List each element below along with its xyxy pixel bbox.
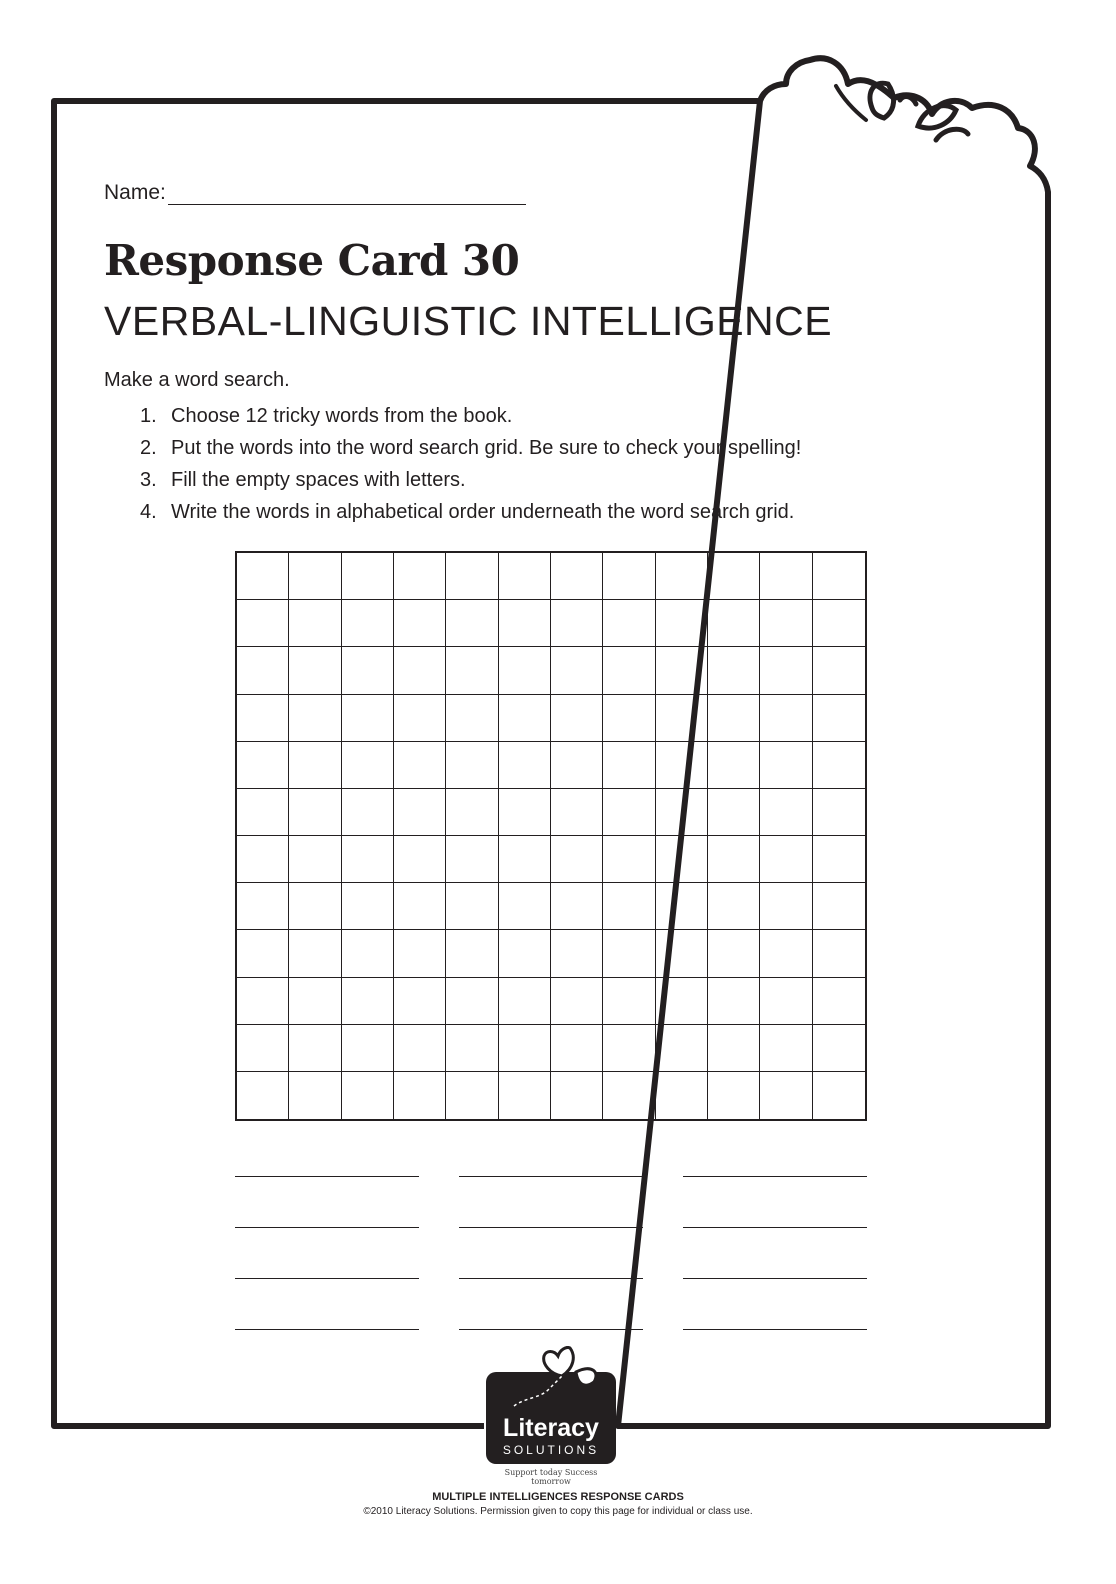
grid-cell[interactable]: [813, 600, 865, 647]
grid-cell[interactable]: [603, 647, 655, 694]
grid-cell[interactable]: [603, 1072, 655, 1119]
instruction-step: [140, 501, 801, 533]
grid-cell[interactable]: [656, 1072, 708, 1119]
grid-cell[interactable]: [446, 1025, 498, 1072]
grid-cell[interactable]: [237, 647, 289, 694]
grid-cell[interactable]: [446, 883, 498, 930]
answer-line[interactable]: [683, 1227, 867, 1228]
grid-cell[interactable]: [446, 978, 498, 1025]
grid-cell[interactable]: [342, 789, 394, 836]
grid-cell[interactable]: [394, 883, 446, 930]
grid-cell[interactable]: [760, 553, 812, 600]
grid-cell[interactable]: [813, 978, 865, 1025]
grid-cell[interactable]: [656, 647, 708, 694]
grid-cell[interactable]: [813, 742, 865, 789]
logo-sub: SOLUTIONS: [502, 1443, 600, 1457]
grid-cell[interactable]: [446, 695, 498, 742]
grid-cell[interactable]: [394, 647, 446, 694]
grid-cell[interactable]: [289, 647, 341, 694]
grid-cell[interactable]: [708, 836, 760, 883]
grid-cell[interactable]: [289, 600, 341, 647]
grid-cell[interactable]: [813, 883, 865, 930]
grid-cell[interactable]: [760, 695, 812, 742]
grid-cell[interactable]: [551, 930, 603, 977]
grid-cell[interactable]: [603, 600, 655, 647]
grid-cell[interactable]: [551, 600, 603, 647]
name-label: Name:: [104, 181, 166, 204]
grid-cell[interactable]: [499, 836, 551, 883]
logo-tagline: Support today Success tomorrow: [504, 1468, 598, 1486]
grid-cell[interactable]: [760, 742, 812, 789]
grid-cell[interactable]: [551, 742, 603, 789]
word-search-grid: [235, 551, 867, 1121]
grid-cell[interactable]: [289, 836, 341, 883]
grid-cell[interactable]: [394, 978, 446, 1025]
grid-cell[interactable]: [499, 930, 551, 977]
grid-cell[interactable]: [394, 695, 446, 742]
grid-cell[interactable]: [237, 789, 289, 836]
grid-cell[interactable]: [656, 930, 708, 977]
answer-line[interactable]: [235, 1278, 419, 1279]
grid-cell[interactable]: [656, 742, 708, 789]
grid-cell[interactable]: [760, 883, 812, 930]
grid-cell[interactable]: [342, 1072, 394, 1119]
grid-cell[interactable]: [813, 789, 865, 836]
grid-cell[interactable]: [760, 930, 812, 977]
grid-cell[interactable]: [603, 789, 655, 836]
grid-cell[interactable]: [813, 1025, 865, 1072]
answer-line[interactable]: [459, 1176, 643, 1177]
grid-cell[interactable]: [551, 695, 603, 742]
answer-line[interactable]: [459, 1329, 643, 1330]
grid-cell[interactable]: [237, 695, 289, 742]
grid-cell[interactable]: [237, 600, 289, 647]
grid-cell[interactable]: [551, 1025, 603, 1072]
grid-cell[interactable]: [289, 695, 341, 742]
step-number: 1.: [140, 405, 157, 427]
grid-cell[interactable]: [289, 930, 341, 977]
instruction-step: [140, 469, 801, 501]
grid-cell[interactable]: [446, 930, 498, 977]
grid-cell[interactable]: [656, 600, 708, 647]
grid-cell[interactable]: [551, 1072, 603, 1119]
grid-cell[interactable]: [813, 1072, 865, 1119]
grid-cell[interactable]: [551, 883, 603, 930]
grid-cell[interactable]: [708, 647, 760, 694]
grid-cell[interactable]: [394, 1025, 446, 1072]
grid-cell[interactable]: [446, 553, 498, 600]
grid-cell[interactable]: [499, 978, 551, 1025]
grid-cell[interactable]: [499, 789, 551, 836]
grid-cell[interactable]: [813, 553, 865, 600]
grid-cell[interactable]: [446, 742, 498, 789]
grid-cell[interactable]: [342, 978, 394, 1025]
grid-cell[interactable]: [603, 930, 655, 977]
footer-copyright: ©2010 Literacy Solutions. Permission given to copy this page for individual or class use.: [363, 1506, 753, 1517]
grid-cell[interactable]: [551, 553, 603, 600]
step-text: Choose 12 tricky words from the book.: [171, 405, 513, 427]
grid-cell[interactable]: [656, 553, 708, 600]
grid-cell[interactable]: [342, 883, 394, 930]
grid-cell[interactable]: [551, 789, 603, 836]
page-subtitle: VERBAL-LINGUISTIC INTELLIGENCE: [104, 298, 833, 344]
grid-cell[interactable]: [760, 600, 812, 647]
grid-cell[interactable]: [760, 647, 812, 694]
grid-cell[interactable]: [603, 1025, 655, 1072]
grid-cell[interactable]: [551, 836, 603, 883]
grid-cell[interactable]: [603, 695, 655, 742]
instruction-step: [140, 437, 801, 469]
grid-cell[interactable]: [499, 553, 551, 600]
grid-cell[interactable]: [237, 742, 289, 789]
grid-cell[interactable]: [289, 978, 341, 1025]
logo-name: Literacy: [503, 1414, 599, 1442]
grid-cell[interactable]: [394, 836, 446, 883]
grid-cell[interactable]: [708, 600, 760, 647]
grid-cell[interactable]: [342, 695, 394, 742]
grid-cell[interactable]: [289, 553, 341, 600]
grid-cell[interactable]: [342, 553, 394, 600]
grid-cell[interactable]: [499, 647, 551, 694]
grid-cell[interactable]: [760, 978, 812, 1025]
grid-cell[interactable]: [551, 978, 603, 1025]
grid-cell[interactable]: [342, 930, 394, 977]
grid-cell[interactable]: [708, 930, 760, 977]
grid-cell[interactable]: [342, 1025, 394, 1072]
grid-cell[interactable]: [603, 978, 655, 1025]
grid-cell[interactable]: [446, 1072, 498, 1119]
grid-cell[interactable]: [289, 742, 341, 789]
grid-cell[interactable]: [237, 978, 289, 1025]
grid-cell[interactable]: [656, 978, 708, 1025]
grid-cell[interactable]: [551, 647, 603, 694]
grid-cell[interactable]: [603, 553, 655, 600]
literacy-solutions-logo: [484, 1346, 634, 1468]
grid-cell[interactable]: [446, 647, 498, 694]
grid-cell[interactable]: [289, 789, 341, 836]
grid-cell[interactable]: [237, 1025, 289, 1072]
grid-cell[interactable]: [813, 695, 865, 742]
step-text: Fill the empty spaces with letters.: [171, 469, 466, 491]
grid-cell[interactable]: [237, 553, 289, 600]
grid-cell[interactable]: [499, 1025, 551, 1072]
grid-cell[interactable]: [499, 695, 551, 742]
grid-cell[interactable]: [760, 1025, 812, 1072]
grid-cell[interactable]: [237, 883, 289, 930]
grid-cell[interactable]: [237, 930, 289, 977]
step-text: Write the words in alphabetical order underneath the word search grid.: [171, 501, 795, 523]
grid-cell[interactable]: [499, 1072, 551, 1119]
grid-cell[interactable]: [446, 600, 498, 647]
grid-cell[interactable]: [394, 930, 446, 977]
grid-cell[interactable]: [394, 1072, 446, 1119]
grid-cell[interactable]: [760, 836, 812, 883]
grid-cell[interactable]: [708, 978, 760, 1025]
grid-cell[interactable]: [499, 883, 551, 930]
grid-cell[interactable]: [813, 647, 865, 694]
answer-line[interactable]: [235, 1227, 419, 1228]
grid-cell[interactable]: [656, 789, 708, 836]
grid-cell[interactable]: [813, 836, 865, 883]
grid-cell[interactable]: [603, 883, 655, 930]
answer-line[interactable]: [459, 1278, 643, 1279]
answer-line[interactable]: [683, 1329, 867, 1330]
grid-cell[interactable]: [446, 836, 498, 883]
step-text: Put the words into the word search grid. Be sure to check your spelling!: [171, 437, 802, 459]
page-title: Response Card 30: [104, 236, 520, 285]
grid-cell[interactable]: [656, 1025, 708, 1072]
step-number: 2.: [140, 437, 157, 459]
grid-cell[interactable]: [760, 789, 812, 836]
grid-cell[interactable]: [394, 789, 446, 836]
grid-cell[interactable]: [760, 1072, 812, 1119]
grid-cell[interactable]: [656, 836, 708, 883]
grid-cell[interactable]: [499, 742, 551, 789]
grid-cell[interactable]: [708, 789, 760, 836]
grid-cell[interactable]: [289, 1025, 341, 1072]
name-field[interactable]: [104, 181, 526, 205]
grid-cell[interactable]: [289, 883, 341, 930]
grid-cell[interactable]: [394, 553, 446, 600]
grid-cell[interactable]: [603, 836, 655, 883]
grid-cell[interactable]: [237, 1072, 289, 1119]
grid-cell[interactable]: [708, 883, 760, 930]
grid-cell[interactable]: [708, 1025, 760, 1072]
name-line[interactable]: [168, 182, 526, 205]
grid-cell[interactable]: [446, 789, 498, 836]
grid-cell[interactable]: [708, 1072, 760, 1119]
instruction-steps: [140, 405, 801, 533]
grid-cell[interactable]: [342, 836, 394, 883]
grid-cell[interactable]: [342, 600, 394, 647]
grid-cell[interactable]: [499, 600, 551, 647]
answer-line[interactable]: [683, 1176, 867, 1177]
grid-cell[interactable]: [708, 553, 760, 600]
step-number: 4.: [140, 501, 157, 523]
step-number: 3.: [140, 469, 157, 491]
grid-cell[interactable]: [342, 742, 394, 789]
grid-cell[interactable]: [813, 930, 865, 977]
footer-title: MULTIPLE INTELLIGENCES RESPONSE CARDS: [432, 1491, 684, 1503]
grid-cell[interactable]: [237, 836, 289, 883]
grid-cell[interactable]: [289, 1072, 341, 1119]
grid-cell[interactable]: [708, 695, 760, 742]
grid-cell[interactable]: [342, 647, 394, 694]
instruction-step: [140, 405, 801, 437]
answer-line[interactable]: [459, 1227, 643, 1228]
grid-cell[interactable]: [708, 742, 760, 789]
answer-line[interactable]: [235, 1176, 419, 1177]
grid-cell[interactable]: [603, 742, 655, 789]
grid-cell[interactable]: [394, 742, 446, 789]
answer-line[interactable]: [683, 1278, 867, 1279]
instructions-intro: Make a word search.: [104, 369, 290, 391]
grid-cell[interactable]: [394, 600, 446, 647]
answer-line[interactable]: [235, 1329, 419, 1330]
grid-cell[interactable]: [656, 695, 708, 742]
grid-cell[interactable]: [656, 883, 708, 930]
